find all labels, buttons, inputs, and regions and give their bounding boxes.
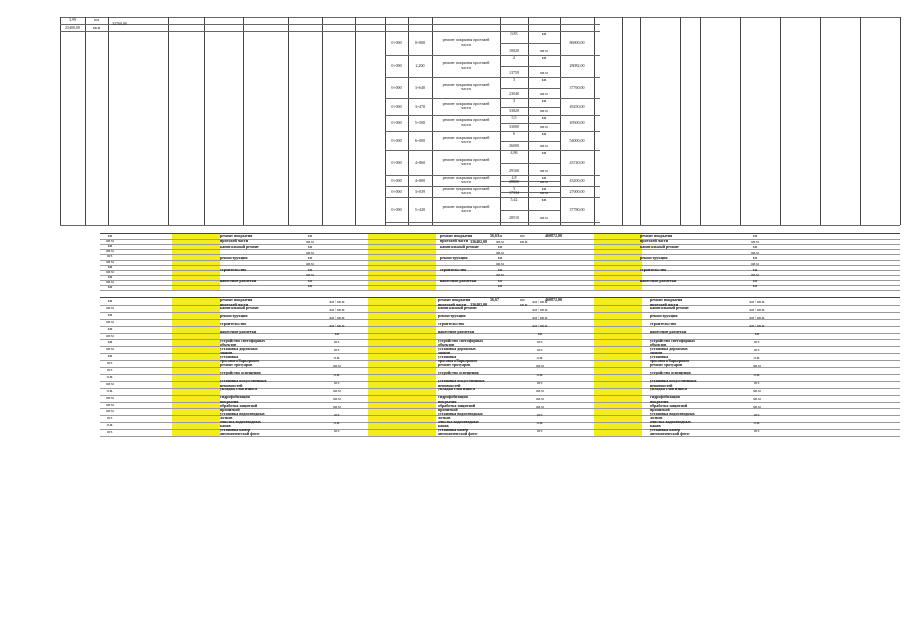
mid-total-len: 56,67 <box>490 234 499 238</box>
mid-work-unit2: кв.м <box>496 261 504 266</box>
mid-work-unit1: км <box>307 256 313 261</box>
bottom-left-unit: шт. <box>107 430 113 435</box>
first-row-sum: 33760,00 <box>112 21 127 26</box>
bottom-work-unit: шт. <box>537 429 543 434</box>
bottom-work-label: устройство светофорных объектов <box>438 338 484 347</box>
mid-left-unit: кв.м <box>106 259 114 264</box>
bottom-work-label: реконструкция <box>438 314 466 319</box>
bottom-work-unit: шт. <box>754 429 760 434</box>
bottom-work-unit: км / кв.м <box>532 307 548 312</box>
bottom-left-unit: км <box>107 340 113 345</box>
mid-work-label: реконструкция <box>640 256 668 261</box>
mid-left-unit: кв.м <box>106 239 114 244</box>
segment-end: 0+800 <box>414 40 426 45</box>
mid-total-area-unit: кв.м <box>520 239 528 244</box>
segment-cost: 37760,00 <box>569 84 585 90</box>
segment-length-unit: км <box>541 186 547 191</box>
bottom-work-label: ремонт покрытия проезжей части <box>650 298 683 307</box>
mid-left-unit: кв.м <box>106 269 114 274</box>
mid-work-unit2: кв.м <box>751 250 759 255</box>
segment-split <box>500 88 560 89</box>
mid-left-unit: км <box>107 285 113 289</box>
segment-divider <box>385 197 600 198</box>
segment-area: 10020 <box>509 48 519 53</box>
bottom-work-label: нанесение разметки <box>438 330 475 335</box>
mid-work-unit2: кв.м <box>306 261 314 266</box>
bottom-work-unit: кв.м <box>753 364 761 369</box>
bottom-work-label: обработка защитной пропиткой <box>438 403 476 412</box>
bottom-work-unit: кв.м <box>753 396 761 401</box>
segment-work: ремонт покрытия проезжей части <box>442 185 490 195</box>
bottom-work-label: установка тросового/барьерного <box>438 354 478 363</box>
segment-area-unit: кв.м <box>540 168 548 173</box>
bottom-work-unit: шт. <box>334 348 340 353</box>
segment-work: ремонт покрытия проезжей части <box>442 37 490 47</box>
mid-work-unit2: кв.м <box>306 239 314 244</box>
segment-work: ремонт покрытия проезжей части <box>442 203 490 213</box>
bottom-total-area: 336402,00 <box>470 303 487 307</box>
mid-work-unit1: км <box>752 234 758 238</box>
mid-left-unit: км <box>107 274 113 279</box>
segment-divider <box>385 55 600 56</box>
bottom-work-unit: шт. <box>334 380 340 385</box>
bottom-work-unit: км <box>537 331 543 336</box>
bottom-work-label: обработка защитной пропиткой <box>650 403 688 412</box>
segment-area-unit: кв.м <box>540 124 548 129</box>
segment-length-unit: км <box>541 55 547 60</box>
segment-area: 28800 <box>509 179 519 184</box>
segment-start: 0+000 <box>391 103 402 109</box>
first-row-unit-2: кв.м <box>92 25 101 30</box>
bottom-left-unit: кв.м <box>106 305 114 310</box>
segment-end: 4+860 <box>414 159 426 165</box>
bottom-work-unit: п.м. <box>753 421 761 426</box>
segment-length-unit: км <box>541 115 547 120</box>
segment-length: 5,42 <box>510 197 518 202</box>
segment-length: 4,86 <box>510 150 518 155</box>
bottom-work-unit: кв.м <box>333 405 341 410</box>
segment-cost: 43740,00 <box>569 159 585 165</box>
segment-split <box>500 163 560 164</box>
mid-work-unit2: кв.м <box>496 273 504 278</box>
bottom-work-label: гидрофобизация покрытия <box>438 395 468 404</box>
mid-work-unit1: км <box>497 267 503 272</box>
mid-work-label: нанесение разметки <box>640 278 677 283</box>
bottom-work-unit: шт. <box>754 348 760 353</box>
bottom-work-unit: кв.м <box>753 405 761 410</box>
bottom-work-unit: п.м. <box>536 372 544 377</box>
segment-start: 0+000 <box>391 177 402 183</box>
bottom-left-unit: п.м. <box>106 423 114 428</box>
mid-work-label: ремонт покрытия проезжей части <box>220 234 253 243</box>
segment-start: 0+000 <box>391 137 402 143</box>
bottom-work-label: установка камер автоматической фото- <box>220 427 261 436</box>
mid-work-unit1: км <box>752 278 758 283</box>
mid-left-unit: км <box>107 244 113 249</box>
segment-divider <box>385 115 600 116</box>
segment-length: 6 <box>513 131 515 136</box>
bottom-left-unit: кв.м <box>106 319 114 324</box>
bottom-left-unit: кв.м <box>106 395 114 400</box>
mid-work-unit1: км <box>497 256 503 261</box>
bottom-work-label: установка камер автоматической фото- <box>650 427 691 436</box>
mid-work-unit2: кв.м <box>306 273 314 278</box>
mid-work-unit2: кв.м <box>751 273 759 278</box>
segment-work: ремонт покрытия проезжей части <box>442 60 490 70</box>
bottom-work-label: установка искусственных неровностей <box>438 379 485 388</box>
segment-length-unit: км <box>541 197 547 202</box>
segment-start: 0+000 <box>391 63 402 68</box>
segment-work: ремонт покрытия проезжей части <box>442 156 490 166</box>
bottom-work-label: очистка водоотводных канав <box>650 419 691 428</box>
mid-work-unit2: км <box>307 284 313 289</box>
bottom-work-label: гидрофобизация покрытия <box>220 395 250 404</box>
mid-work-unit1: км <box>752 267 758 272</box>
bottom-left-unit: п.м. <box>106 374 114 379</box>
segment-end: 6+000 <box>414 137 426 143</box>
bottom-work-unit: п.м. <box>753 372 761 377</box>
mid-work-label: строительство <box>640 267 667 272</box>
segment-cost: 28082,00 <box>569 63 585 68</box>
bottom-work-label: капитальный ремонт <box>220 306 259 311</box>
bottom-work-unit: кв.м <box>753 388 761 393</box>
segment-divider <box>385 98 600 99</box>
mid-work-label: капитальный ремонт <box>440 245 479 250</box>
mid-work-unit1: км <box>307 234 313 238</box>
segment-area: 28510 <box>509 215 519 220</box>
segment-work: ремонт покрытия проезжей части <box>442 134 490 144</box>
segment-work: ремонт покрытия проезжей части <box>442 117 490 127</box>
segment-divider <box>385 150 600 151</box>
segment-end: 4+800 <box>414 177 426 183</box>
bottom-work-unit: кв.м <box>536 388 544 393</box>
bottom-left-unit: кв.м <box>106 381 114 386</box>
bottom-work-unit: п.м. <box>753 356 761 361</box>
bottom-work-unit: шт. <box>754 380 760 385</box>
segment-area-unit: кв.м <box>540 108 548 113</box>
segment-cost: 27000,00 <box>569 188 585 194</box>
bottom-work-unit: п.м. <box>536 421 544 426</box>
segment-length: 0,83 <box>510 31 518 36</box>
bottom-work-label: установка водоотводных лотков <box>438 411 483 420</box>
mid-work-unit1: км <box>497 278 503 283</box>
segment-divider <box>385 222 600 223</box>
segment-length: 3 <box>513 98 515 103</box>
bottom-work-label: капитальный ремонт <box>650 306 689 311</box>
segment-length: 3 <box>513 186 515 191</box>
bottom-work-unit: шт. <box>334 340 340 345</box>
mid-work-label: реконструкция <box>440 256 468 261</box>
mid-left-unit: кв.м <box>106 249 114 254</box>
bottom-left-unit: км <box>107 326 113 331</box>
bottom-left-unit: км <box>107 354 113 359</box>
segment-end: 3+470 <box>414 103 426 109</box>
mid-left-unit: шт. <box>107 254 113 259</box>
bottom-work-label: установка дорожных знаков <box>650 346 688 355</box>
bottom-work-unit: п.м. <box>333 421 341 426</box>
bottom-work-label: установка водоотводных лотков <box>220 411 265 420</box>
bottom-work-unit: км / кв.м <box>532 315 548 320</box>
bottom-work-label: обработка защитной пропиткой <box>220 403 258 412</box>
segment-end: 5+500 <box>414 120 426 125</box>
bottom-left-unit: кв.м <box>106 333 114 338</box>
segment-cost: 86900,00 <box>569 40 585 45</box>
bottom-work-unit: п.м. <box>536 356 544 361</box>
bottom-work-label: реконструкция <box>220 314 248 319</box>
segment-length: 4,8 <box>511 175 517 180</box>
bottom-work-label: установка дорожных знаков <box>438 346 476 355</box>
segment-end: 3+640 <box>414 84 426 90</box>
segment-area-unit: кв.м <box>540 48 548 53</box>
bottom-work-unit: км / кв.м <box>329 315 345 320</box>
bottom-work-unit: шт. <box>537 340 543 345</box>
segment-length-unit: км <box>541 175 547 180</box>
first-row-value-2: 25400,00 <box>65 25 80 30</box>
bottom-work-label: укладка слоя износа <box>438 387 475 392</box>
bottom-left-unit: кв.м <box>106 409 114 414</box>
bottom-work-label: строительство <box>438 322 465 327</box>
segment-start: 0+000 <box>391 120 402 125</box>
mid-work-label: ремонт покрытия проезжей части <box>440 234 473 243</box>
bottom-work-unit: шт. <box>754 340 760 345</box>
mid-work-label: ремонт покрытия проезжей части <box>640 234 673 243</box>
mid-total-len-unit: км <box>520 234 525 238</box>
mid-work-label: строительство <box>220 267 247 272</box>
segment-length: 3 <box>513 77 515 82</box>
mid-work-label: капитальный ремонт <box>220 245 259 250</box>
bottom-work-label: нанесение разметки <box>650 330 687 335</box>
bottom-work-label: очистка водоотводных канав <box>438 419 479 428</box>
segment-length-unit: км <box>541 31 547 36</box>
bottom-work-label: ремонт покрытия проезжей части <box>220 298 253 307</box>
segment-divider <box>385 77 600 78</box>
segment-start: 0+000 <box>391 188 402 194</box>
segment-area: 33000 <box>509 124 519 129</box>
bottom-work-unit: кв.м <box>333 396 341 401</box>
bottom-work-unit: км / кв.м <box>749 323 765 328</box>
segment-work: ремонт покрытия проезжей части <box>442 81 490 91</box>
bottom-work-unit: кв.м <box>333 388 341 393</box>
bottom-work-unit: шт. <box>754 413 760 418</box>
bottom-work-unit: км <box>334 331 340 336</box>
first-row-unit-1: км <box>94 17 99 22</box>
bottom-work-unit: шт. <box>537 380 543 385</box>
segment-cost: 54000,00 <box>569 137 585 143</box>
segment-split <box>500 43 560 44</box>
segment-area: 36000 <box>509 143 519 148</box>
bottom-left-unit: п.м. <box>106 388 114 393</box>
mid-row-line <box>100 290 900 291</box>
segment-start: 0+000 <box>391 206 402 212</box>
bottom-work-label: гидрофобизация покрытия <box>650 395 680 404</box>
bottom-work-label: установка искусственных неровностей <box>220 379 267 388</box>
bottom-work-unit: кв.м <box>333 364 341 369</box>
segment-area: 33820 <box>509 108 519 113</box>
bottom-work-unit: шт. <box>334 429 340 434</box>
bottom-left-unit: шт. <box>107 361 113 366</box>
bottom-work-label: установка тросового/барьерного <box>220 354 260 363</box>
bottom-work-unit: км / кв.м <box>532 299 548 304</box>
segment-work: ремонт покрытия проезжей части <box>442 174 490 184</box>
segment-cost: 43200,00 <box>569 177 585 183</box>
bottom-work-unit: км / кв.м <box>749 299 765 304</box>
bottom-work-label: ремонт тротуаров <box>220 362 253 367</box>
bottom-work-label: устройство освещения <box>438 371 479 376</box>
bottom-left-unit: км <box>107 312 113 317</box>
bottom-work-unit: км / кв.м <box>749 307 765 312</box>
mid-work-unit1: км <box>307 245 313 250</box>
mid-total-area: 336402,00 <box>470 239 487 244</box>
mid-work-unit2: кв.м <box>496 239 504 244</box>
bottom-work-label: ремонт тротуаров <box>438 362 471 367</box>
segment-cost: 49250,00 <box>569 103 585 109</box>
bottom-left-unit: км <box>107 299 113 303</box>
segment-start: 0+000 <box>391 159 402 165</box>
segment-area-unit: кв.м <box>540 190 548 195</box>
mid-left-unit: км <box>107 264 113 269</box>
bottom-work-unit: км / кв.м <box>532 323 548 328</box>
bottom-row-line <box>100 436 900 437</box>
mid-work-unit2: кв.м <box>306 250 314 255</box>
bottom-work-label: установка дорожных знаков <box>220 346 258 355</box>
bottom-work-unit: шт. <box>537 348 543 353</box>
bottom-left-unit: шт. <box>107 416 113 421</box>
segment-area: 17334 <box>509 190 519 195</box>
bottom-total-len-unit: км <box>520 298 525 302</box>
segment-area-unit: кв.м <box>540 215 548 220</box>
segment-length-unit: км <box>541 98 547 103</box>
segment-split <box>500 66 560 67</box>
mid-work-unit1: км <box>497 245 503 250</box>
mid-work-unit1: км <box>307 267 313 272</box>
mid-work-label: капитальный ремонт <box>640 245 679 250</box>
mid-work-unit2: км <box>497 284 503 289</box>
mid-work-unit2: км <box>752 284 758 289</box>
bottom-work-label: строительство <box>220 322 247 327</box>
bottom-work-label: ремонт тротуаров <box>650 362 683 367</box>
bottom-total-area-unit: кв.м <box>520 303 528 307</box>
mid-work-unit1: км <box>752 256 758 261</box>
segment-length-unit: км <box>541 77 547 82</box>
mid-work-unit1: км <box>752 245 758 250</box>
bottom-work-label: устройство светофорных объектов <box>220 338 266 347</box>
bottom-work-label: установка тросового/барьерного <box>650 354 690 363</box>
bottom-work-label: реконструкция <box>650 314 678 319</box>
mid-total-cost: 460872,00 <box>545 234 562 238</box>
mid-left-unit: кв.м <box>106 279 114 284</box>
bottom-work-unit: кв.м <box>536 364 544 369</box>
segment-cost: 49500,00 <box>569 120 585 125</box>
bottom-work-label: устройство освещения <box>220 371 261 376</box>
segment-area: 13759 <box>509 70 519 75</box>
bottom-work-unit: п.м. <box>333 356 341 361</box>
mid-work-label: реконструкция <box>220 256 248 261</box>
bottom-work-unit: п.м. <box>333 372 341 377</box>
segment-area: 29160 <box>509 168 519 173</box>
segment-split <box>500 141 560 142</box>
segment-end: 3+039 <box>414 188 426 194</box>
segment-split <box>500 210 560 211</box>
bottom-work-label: очистка водоотводных канав <box>220 419 261 428</box>
bottom-left-unit: шт. <box>107 368 113 372</box>
segment-area-unit: кв.м <box>540 179 548 184</box>
bottom-work-unit: км / кв.м <box>329 307 345 312</box>
bottom-work-label: ремонт покрытия проезжей части <box>438 298 471 307</box>
segment-length-unit: км <box>541 131 547 136</box>
segment-area-unit: кв.м <box>540 70 548 75</box>
bottom-work-unit: км / кв.м <box>329 323 345 328</box>
bottom-work-label: установка камер автоматической фото- <box>438 427 479 436</box>
segment-length-unit: км <box>541 150 547 155</box>
mid-work-unit2: кв.м <box>751 239 759 244</box>
bottom-total-cost: 460872,00 <box>545 298 562 302</box>
bottom-work-label: укладка слоя износа <box>650 387 687 392</box>
bottom-work-unit: кв.м <box>536 405 544 410</box>
segment-length: 2 <box>513 55 515 60</box>
segment-area: 23040 <box>509 91 519 96</box>
segment-work: ремонт покрытия проезжей части <box>442 100 490 110</box>
mid-work-unit1: км <box>497 234 503 238</box>
segment-length: 5,5 <box>511 115 517 120</box>
segment-area-unit: кв.м <box>540 143 548 148</box>
segment-cost: 37780,00 <box>569 206 585 212</box>
first-row-value-1: 3,99 <box>69 17 76 22</box>
segment-divider <box>385 131 600 132</box>
bottom-work-unit: км <box>754 331 760 336</box>
segment-start: 0+000 <box>391 84 402 90</box>
bottom-work-label: капитальный ремонт <box>438 306 477 311</box>
bottom-total-len: 56,67 <box>490 298 499 302</box>
bottom-work-label: устройство светофорных объектов <box>650 338 696 347</box>
segment-area-unit: кв.м <box>540 91 548 96</box>
mid-work-unit2: кв.м <box>496 250 504 255</box>
mid-work-label: нанесение разметки <box>220 278 257 283</box>
mid-work-label: строительство <box>440 267 467 272</box>
bottom-work-unit: км / кв.м <box>329 299 345 304</box>
bottom-work-label: устройство освещения <box>650 371 691 376</box>
bottom-work-label: нанесение разметки <box>220 330 257 335</box>
segment-start: 0+000 <box>391 40 402 45</box>
bottom-work-label: установка водоотводных лотков <box>650 411 695 420</box>
bottom-left-unit: кв.м <box>106 347 114 352</box>
bottom-work-unit: кв.м <box>536 396 544 401</box>
bottom-work-unit: км / кв.м <box>749 315 765 320</box>
bottom-work-label: укладка слоя износа <box>220 387 257 392</box>
mid-left-unit: км <box>107 234 113 238</box>
mid-work-unit1: км <box>307 278 313 283</box>
segment-end: 2,200 <box>415 63 425 68</box>
segment-end: 5+420 <box>414 206 426 212</box>
mid-work-unit2: кв.м <box>751 261 759 266</box>
bottom-work-label: установка искусственных неровностей <box>650 379 697 388</box>
bottom-work-unit: шт. <box>537 413 543 418</box>
bottom-work-unit: шт. <box>334 413 340 418</box>
bottom-work-label: строительство <box>650 322 677 327</box>
bottom-left-unit: кв.м <box>106 402 114 407</box>
mid-work-label: нанесение разметки <box>440 278 477 283</box>
